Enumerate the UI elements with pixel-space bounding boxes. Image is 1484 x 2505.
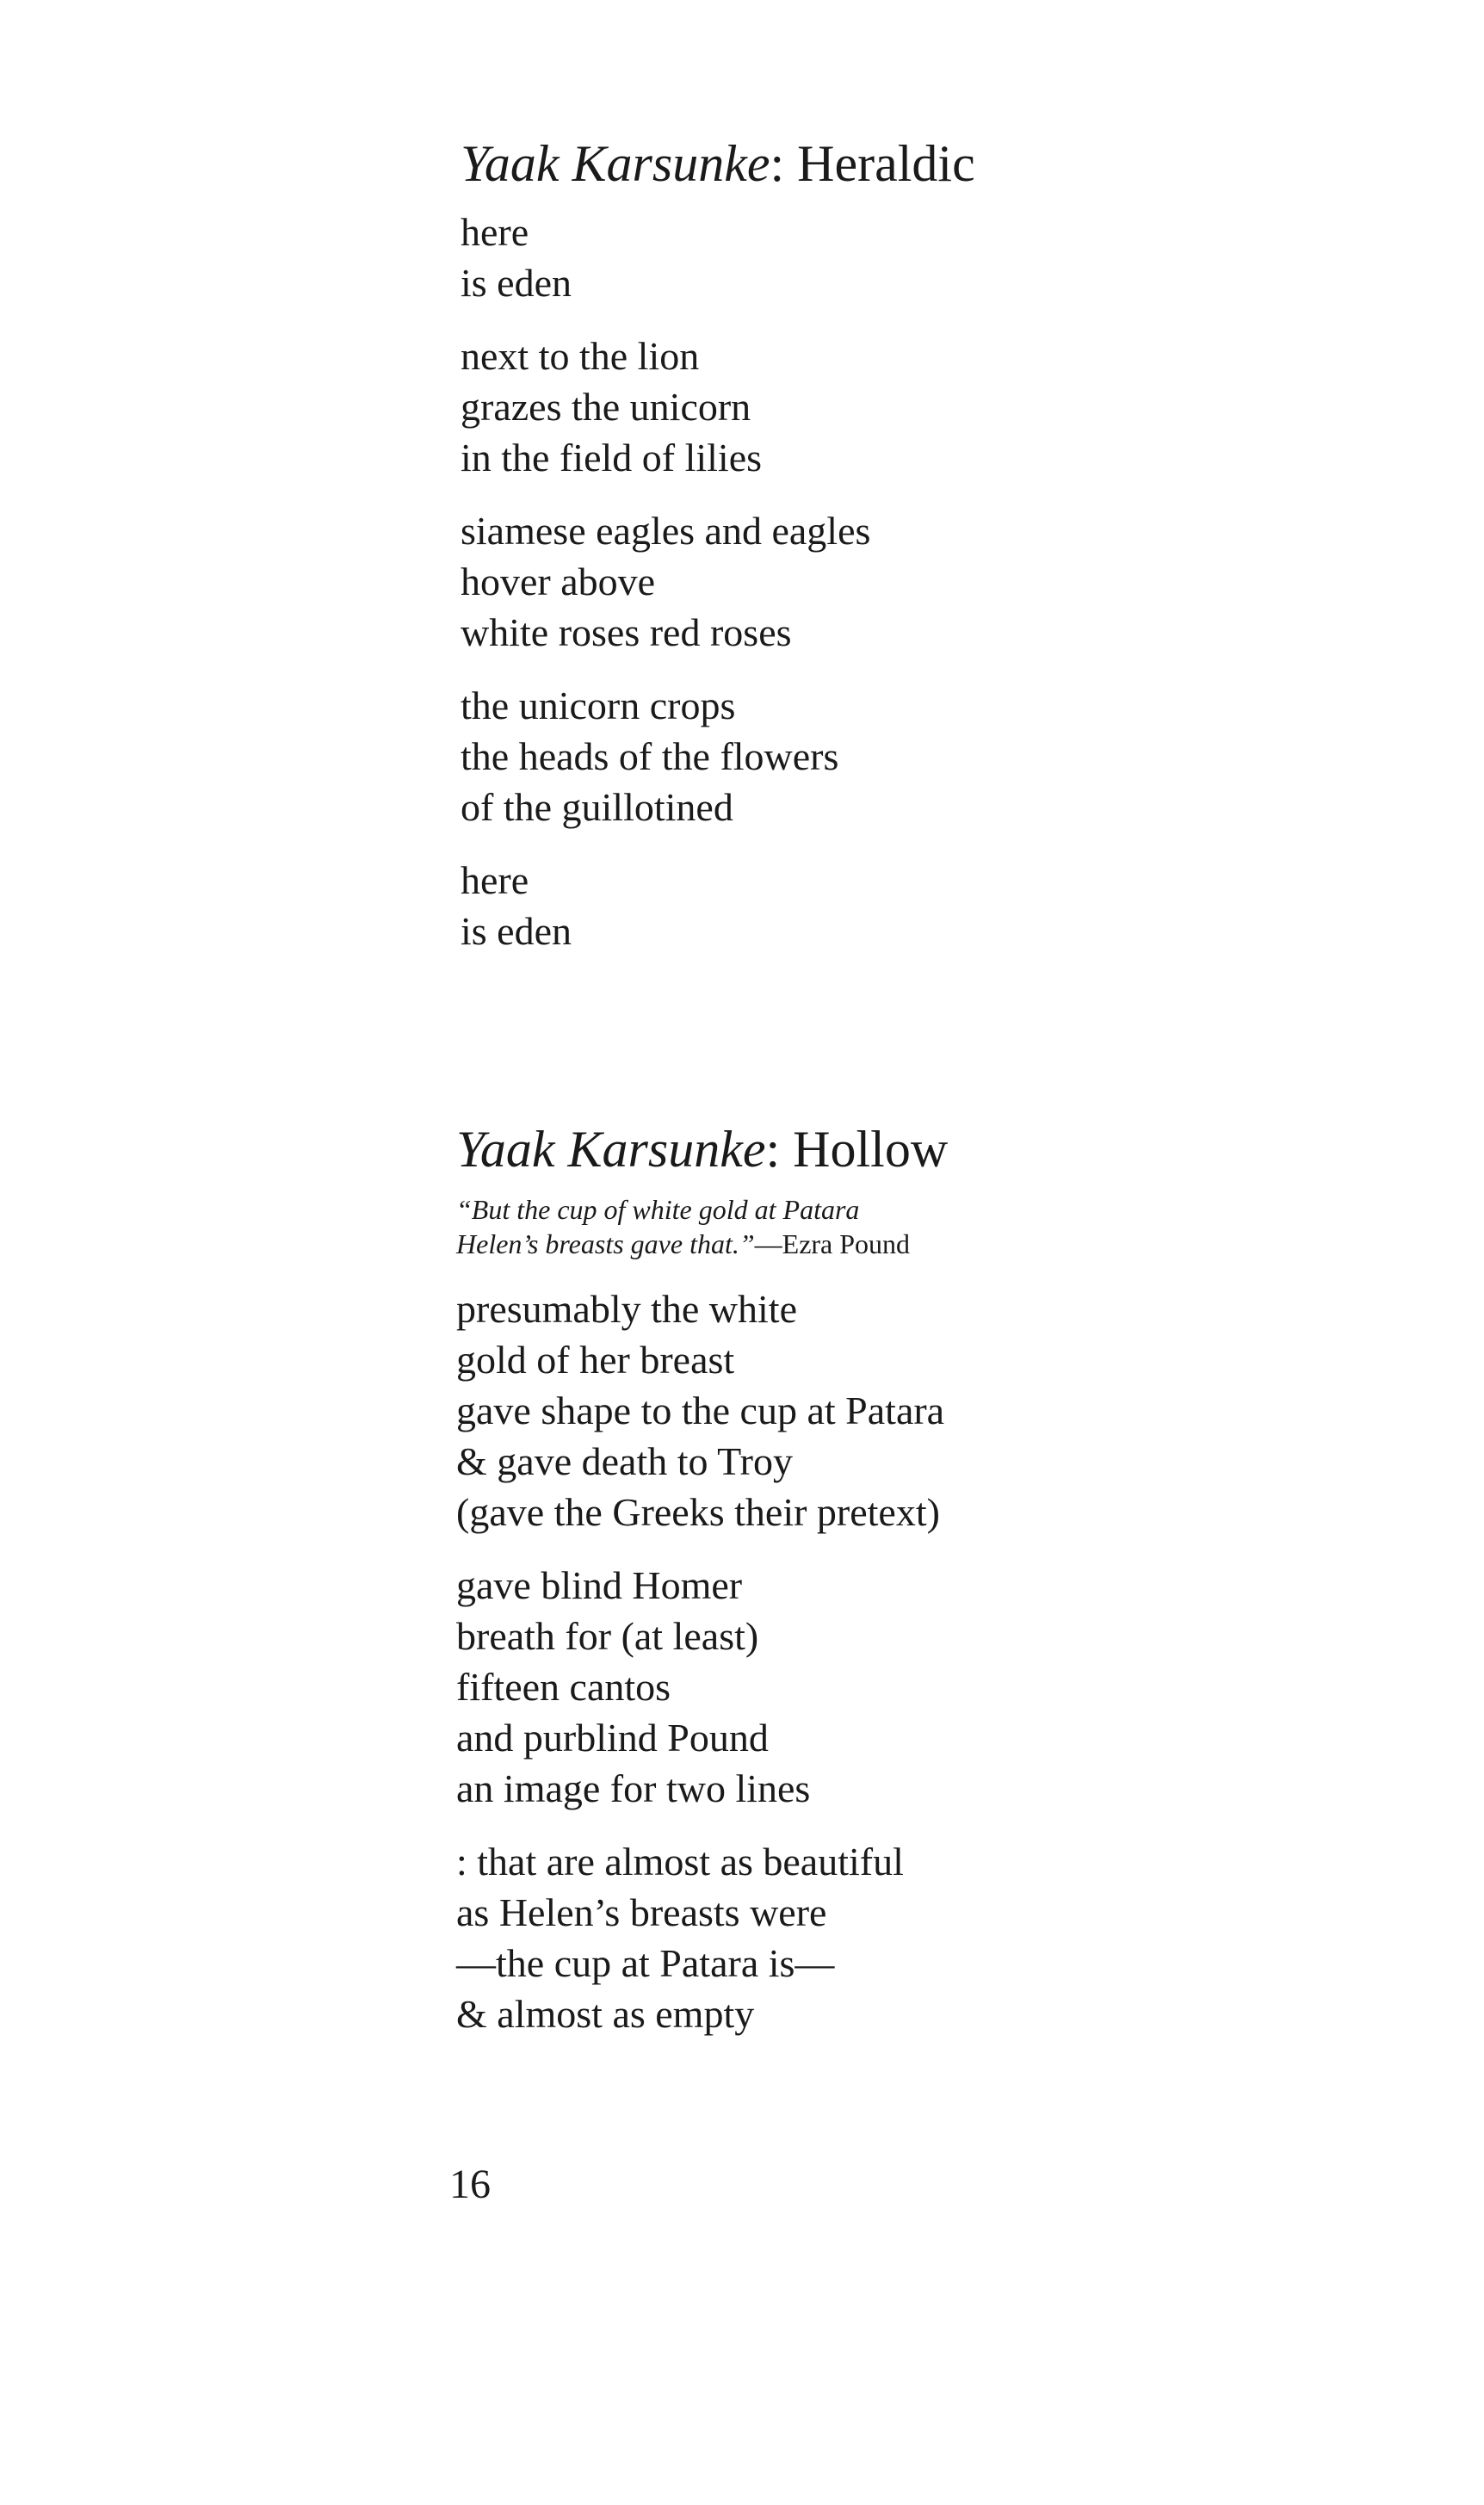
poem-line: white roses red roses bbox=[461, 610, 792, 654]
poem-line: gave shape to the cup at Patara bbox=[456, 1389, 945, 1432]
poem-line: siamese eagles and eagles bbox=[461, 509, 871, 553]
epigraph-line-text: Helen’s breasts gave that.” bbox=[456, 1228, 755, 1259]
poem-line: in the field of lilies bbox=[461, 436, 763, 479]
stanza bbox=[456, 1283, 1403, 1537]
poem-line: an image for two lines bbox=[456, 1766, 811, 1810]
poem-line: is eden bbox=[461, 909, 572, 953]
page-number: 16 bbox=[449, 2162, 491, 2207]
epigraph-attribution: —Ezra Pound bbox=[754, 1228, 911, 1259]
poem-title bbox=[461, 129, 1407, 198]
poem-line: here bbox=[461, 210, 529, 254]
poem-title-text: Hollow bbox=[793, 1121, 949, 1178]
poem-line: as Helen’s breasts were bbox=[456, 1890, 827, 1934]
poem-line: of the guillotined bbox=[461, 785, 733, 829]
poem-line: & almost as empty bbox=[456, 1992, 755, 2036]
poem-line: gave blind Homer bbox=[456, 1563, 743, 1607]
poem-line: —the cup at Patara is— bbox=[456, 1941, 835, 1985]
epigraph bbox=[456, 1192, 1403, 1261]
poem-author: Yaak Karsunke bbox=[461, 135, 770, 192]
stanza bbox=[461, 855, 1407, 956]
title-separator: : bbox=[765, 1121, 794, 1178]
stanza bbox=[461, 505, 1407, 658]
poem-line: here bbox=[461, 858, 529, 902]
poem-line: breath for (at least) bbox=[456, 1614, 759, 1658]
stanza bbox=[461, 680, 1407, 832]
poem-line: (gave the Greeks their pretext) bbox=[456, 1490, 940, 1534]
poem-line: : that are almost as beautiful bbox=[456, 1840, 904, 1883]
poem-line: presumably the white bbox=[456, 1287, 798, 1331]
poem-title-text: Heraldic bbox=[797, 135, 975, 192]
poem-line: & gave death to Troy bbox=[456, 1439, 793, 1483]
poem-line: grazes the unicorn bbox=[461, 385, 751, 429]
poem-title bbox=[456, 1115, 1403, 1184]
stanza bbox=[461, 207, 1407, 308]
poem-line: is eden bbox=[461, 261, 572, 305]
poem-line: and purblind Pound bbox=[456, 1716, 769, 1760]
poem-line: next to the lion bbox=[461, 334, 700, 378]
poem-line: the unicorn crops bbox=[461, 683, 736, 727]
stanza bbox=[456, 1560, 1403, 1814]
poem-hollow bbox=[456, 1115, 1403, 2062]
title-separator: : bbox=[770, 135, 798, 192]
poem-line: gold of her breast bbox=[456, 1338, 735, 1382]
poem-heraldic bbox=[461, 129, 1407, 979]
epigraph-line: “But the cup of white gold at Patara bbox=[456, 1194, 860, 1225]
poem-line: fifteen cantos bbox=[456, 1665, 671, 1709]
stanza bbox=[461, 331, 1407, 483]
poem-line: hover above bbox=[461, 560, 656, 603]
epigraph-line bbox=[456, 1227, 1403, 1261]
poem-line: the heads of the flowers bbox=[461, 734, 839, 778]
stanza bbox=[456, 1836, 1403, 2039]
poem-author: Yaak Karsunke bbox=[456, 1121, 766, 1178]
